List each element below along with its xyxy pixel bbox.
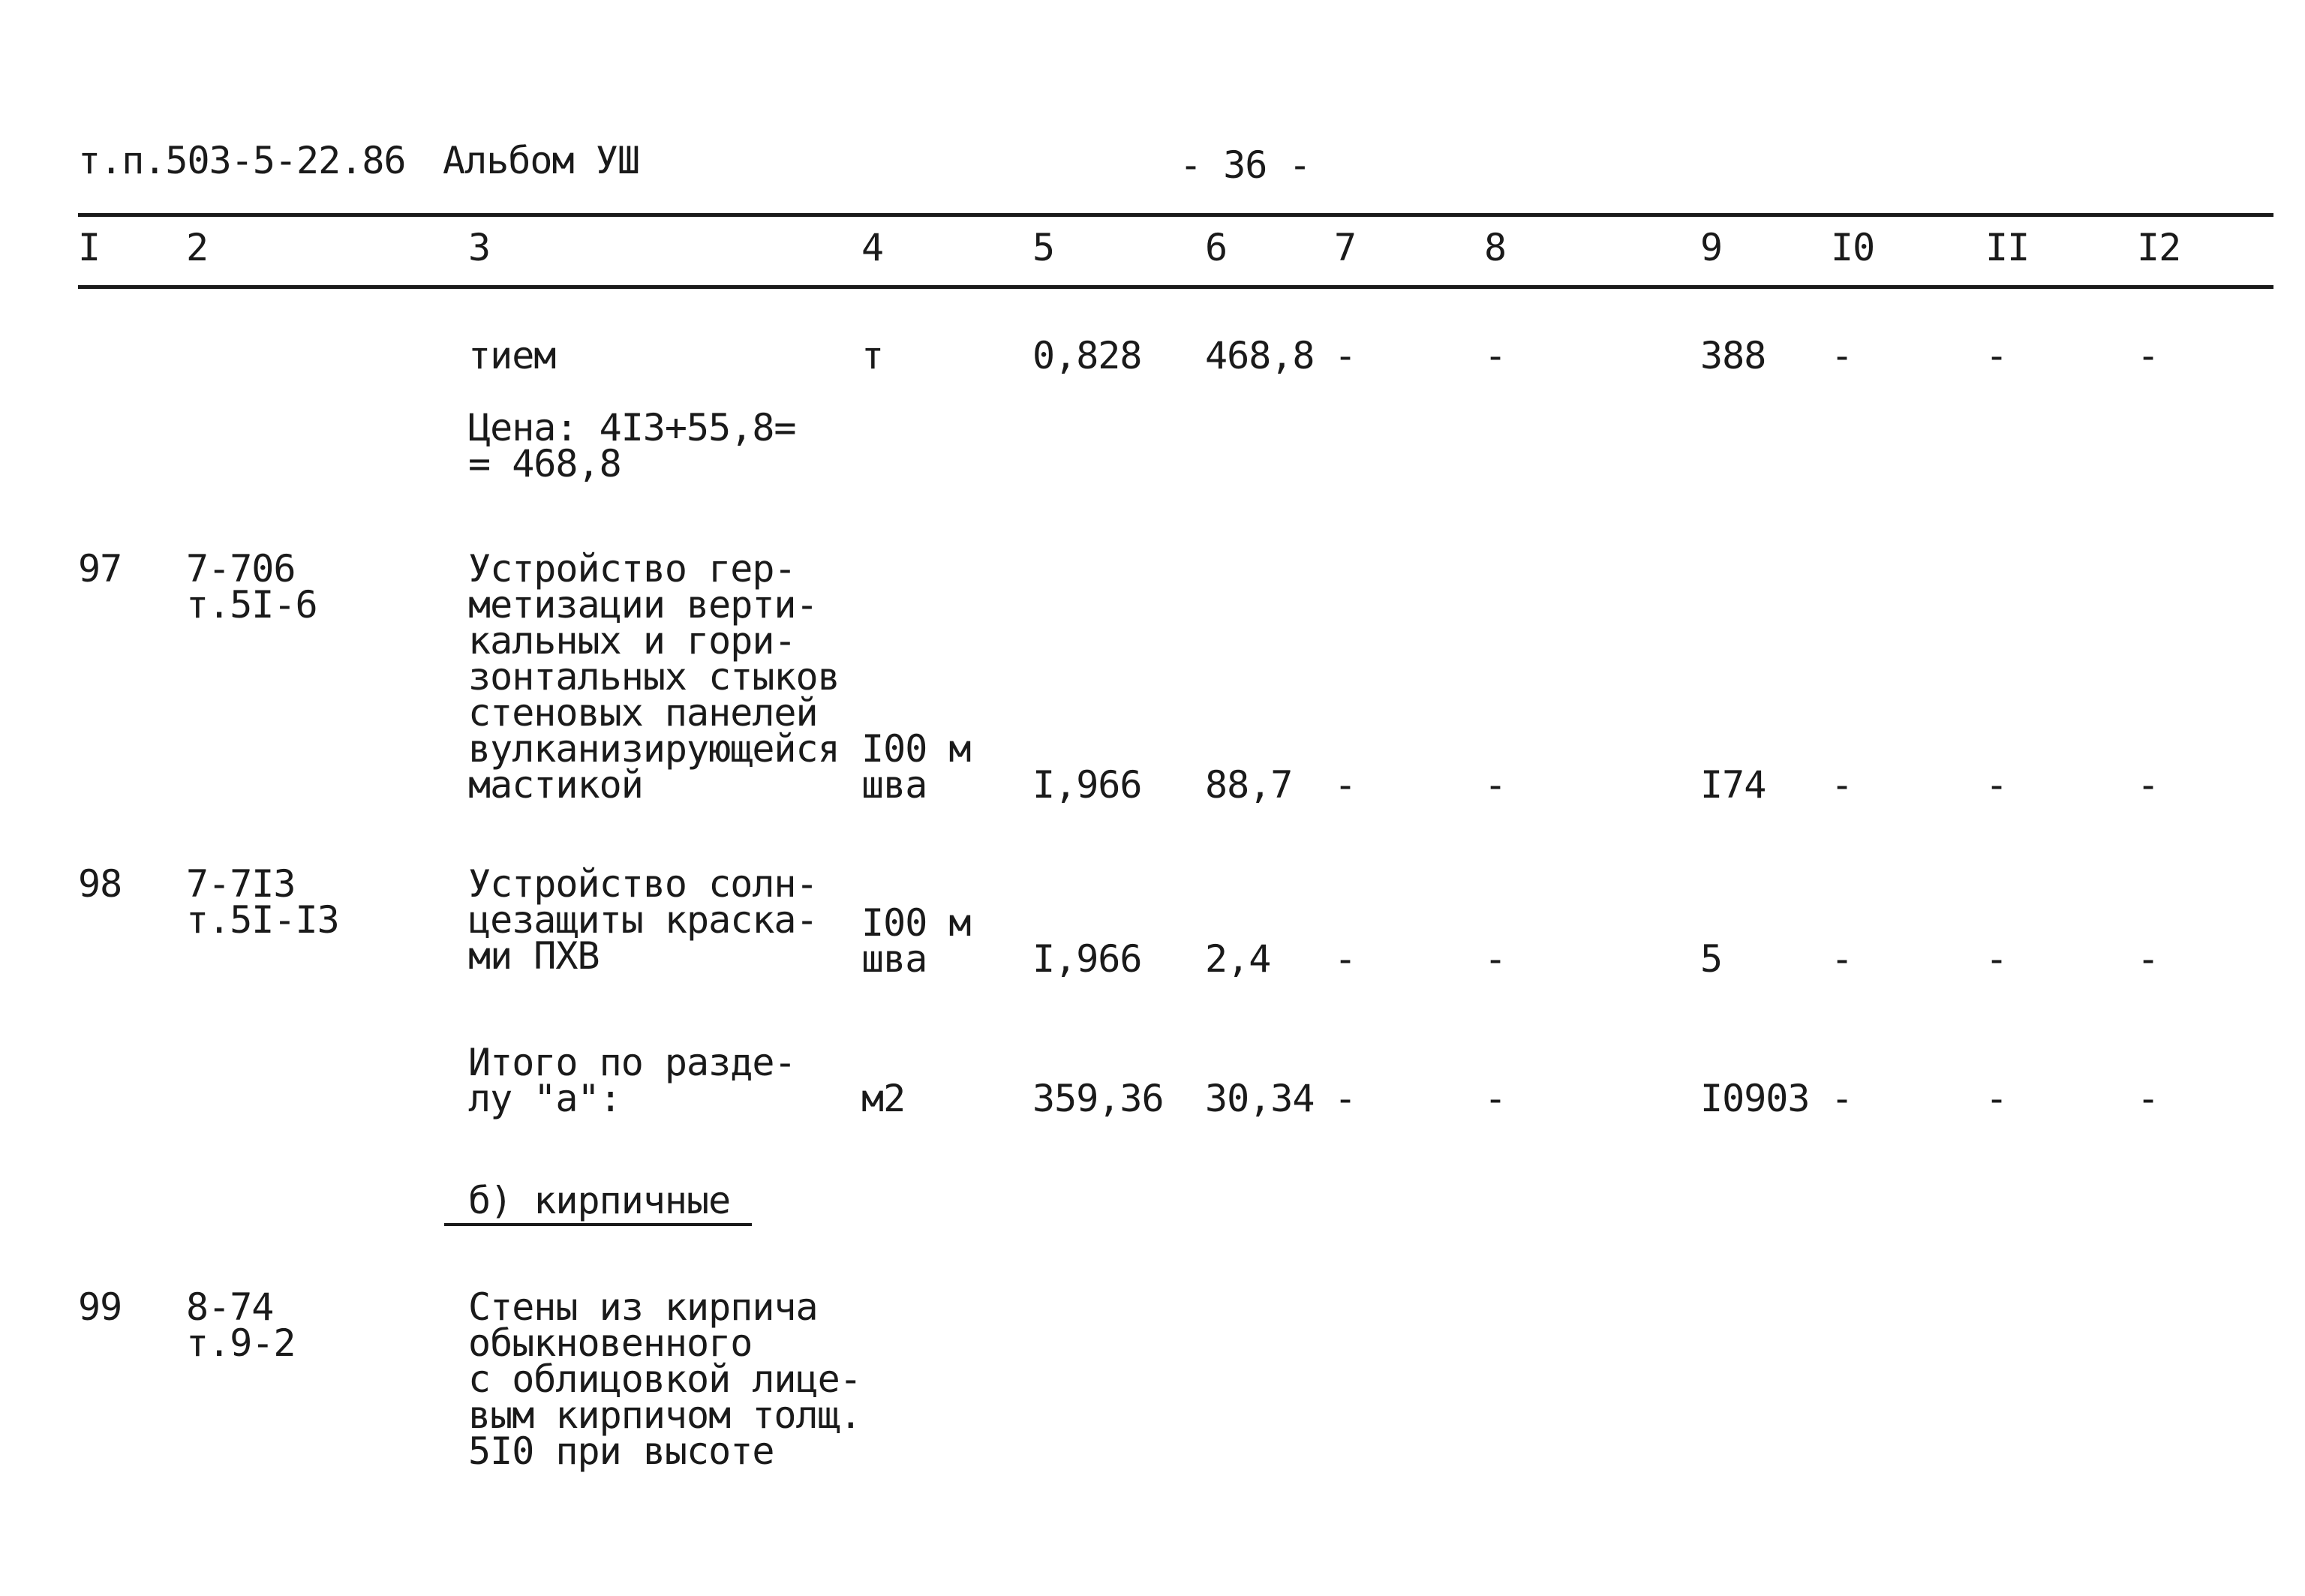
table-top-rule [78,213,2273,217]
row-col7: - [1334,763,1357,807]
column-header-1: I [78,226,101,269]
row-description: Стены из кирпича обыкновенного с облицовкой лице- вым кирпичом толщ. 5I0 при высоте [468,1285,861,1473]
row-unit-price: 468,8 [1205,334,1315,377]
row-quantity: I,966 [1032,937,1142,981]
section-heading-underline [444,1223,752,1226]
total-quantity: 359,36 [1032,1077,1164,1120]
column-header-10: I0 [1831,226,1875,269]
row-col9: 388 [1700,334,1766,377]
total-label: Итого по разде- лу "а": [468,1041,796,1120]
total-unit-price: 30,34 [1205,1077,1315,1120]
section-heading: б) кирпичные [468,1179,731,1222]
total-col10: - [1831,1077,1853,1120]
column-header-4: 4 [861,226,884,269]
column-header-8: 8 [1484,226,1507,269]
row-col8: - [1484,763,1507,807]
row-description: Устройство солн- цезащиты краска- ми ПХВ [468,862,818,978]
row-quantity: 0,828 [1032,334,1142,377]
column-header-7: 7 [1334,226,1357,269]
total-col11: - [1985,1077,2008,1120]
row-col10: - [1831,334,1853,377]
page-number: - 36 - [1180,143,1311,187]
row-number: 98 [78,862,122,906]
total-unit: м2 [861,1077,906,1120]
row-col11: - [1985,334,2008,377]
row-col9: I74 [1700,763,1766,807]
row-col8: - [1484,937,1507,981]
row-unit: I00 м шва [861,727,971,807]
row-col7: - [1334,334,1357,377]
row-col10: - [1831,763,1853,807]
row-col11: - [1985,937,2008,981]
row-code: 7-7I3 т.5I-I3 [186,862,339,942]
row-unit: I00 м шва [861,901,971,981]
total-col8: - [1484,1077,1507,1120]
total-col9: I0903 [1700,1077,1810,1120]
row-col12: - [2137,334,2159,377]
row-description: тием [468,334,556,377]
column-header-5: 5 [1032,226,1055,269]
row-unit-price: 88,7 [1205,763,1293,807]
total-col7: - [1334,1077,1357,1120]
row-col10: - [1831,937,1853,981]
row-number: 97 [78,547,122,591]
row-unit-price: 2,4 [1205,937,1271,981]
row-col12: - [2137,937,2159,981]
price-note: Цена: 4I3+55,8= = 468,8 [468,406,796,485]
row-col11: - [1985,763,2008,807]
row-unit: т [861,334,884,377]
row-col7: - [1334,937,1357,981]
column-header-9: 9 [1700,226,1723,269]
row-quantity: I,966 [1032,763,1142,807]
column-header-12: I2 [2137,226,2181,269]
row-col8: - [1484,334,1507,377]
column-header-3: 3 [468,226,491,269]
document-reference: т.п.503-5-22.86 [78,139,406,182]
column-header-11: II [1985,226,2030,269]
album-label: Альбом УШ [443,139,639,182]
row-description: Устройство гер- метизации верти- кальных и гори- зонтальных стыков стеновых панелей вулканизирующейся мастикой [468,547,840,807]
total-col12: - [2137,1077,2159,1120]
table-header-bottom-rule [78,285,2273,289]
row-col9: 5 [1700,937,1723,981]
column-header-2: 2 [186,226,209,269]
row-code: 7-706 т.5I-6 [186,547,317,627]
row-col12: - [2137,763,2159,807]
row-number: 99 [78,1285,122,1329]
row-code: 8-74 т.9-2 [186,1285,296,1365]
column-header-6: 6 [1205,226,1228,269]
